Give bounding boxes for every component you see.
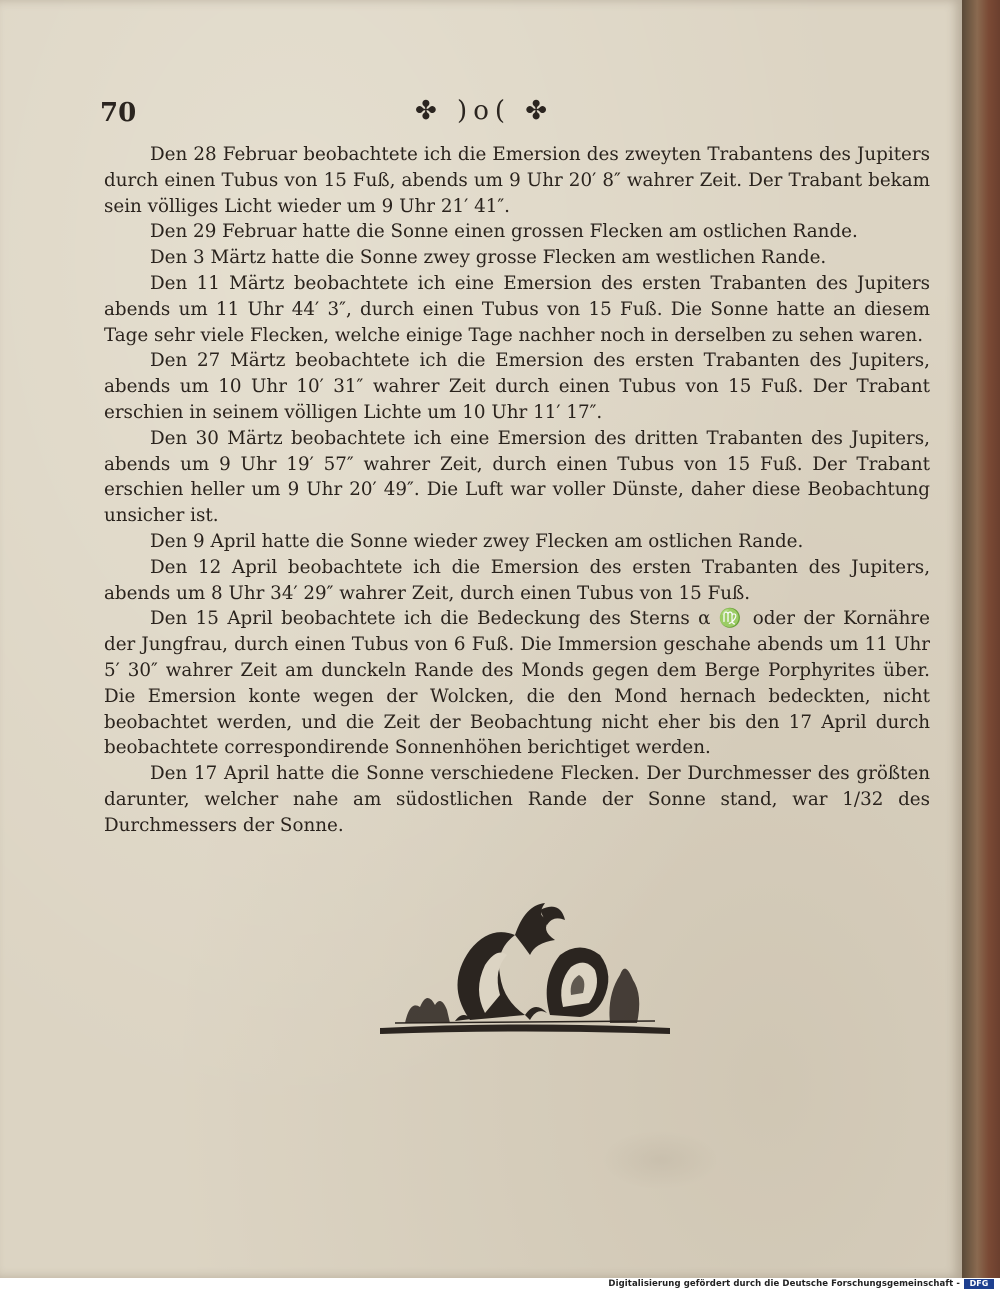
paragraph: Den 30 Märtz beobachtete ich eine Emersion des dritten Trabanten des Jupiters, abends um 9 Uhr 19′ 57″ wahrer Zeit, durch einen Tubus von 15 Fuß. Der Trabant erschien heller um 9 Uhr 20′ 49″. Die Luft war voller Dünste, daher diese Beobachtung unsicher ist. [104,427,930,527]
book-binding [962,0,1000,1278]
digitization-credit: Digitalisierung gefördert durch die Deutsche Forschungsgemeinschaft - [608,1279,960,1289]
paragraph: Den 17 April hatte die Sonne verschiedene Flecken. Der Durchmesser des größten darunter, welcher nahe am südostlichen Rande der Sonne stand, war 1/32 des Durchmessers der Sonne. [104,763,930,836]
page-number: 70 [100,98,137,128]
paragraph: Den 9 April hatte die Sonne wieder zwey Flecken am ostlichen Rande. [150,530,804,552]
paragraph: Den 15 April beobachtete ich die Bedeckung des Sterns α ♍ oder der Kornähre der Jungfrau, durch einen Tubus von 6 Fuß. Die Immersion geschahe abends um 11 Uhr 5′ 30″ wahrer Zeit am dunckeln Rande des Monds gegen dem Berge Porphyrites über. Die Emersion konte wegen der Wolcken, die den Mond hernach bedeckten, nicht beobachtet werden, und die Zeit der Beobachtung nicht eher bis den 17 April durch beobachtete correspondirende Sonnenhöhen berichtiget werden. [104,608,930,759]
paragraph: Den 3 Märtz hatte die Sonne zwey grosse Flecken am westlichen Rande. [150,247,827,269]
paragraph: Den 27 Märtz beobachtete ich die Emersion des ersten Trabanten des Jupiters, abends um 10 Uhr 10′ 31″ wahrer Zeit durch einen Tubus von 15 Fuß. Der Trabant erschien in seinem völligen Lichte um 10 Uhr 11′ 17″. [104,350,930,423]
rococo-vignette-icon [375,895,675,1040]
paragraph: Den 29 Februar hatte die Sonne einen grossen Flecken am ostlichen Rande. [150,221,858,243]
show-through-shadow [600,1130,720,1190]
paragraph: Den 28 Februar beobachtete ich die Emersion des zweyten Trabantens des Jupiters durch einen Tubus von 15 Fuß, abends um 9 Uhr 20′ 8″ wahrer Zeit. Der Trabant bekam sein völliges Licht wieder um 9 Uhr 21′ 41″. [104,144,930,217]
dfg-logo: DFG [964,1279,994,1289]
main-text [104,142,930,839]
paragraph: Den 11 Märtz beobachtete ich eine Emersion des ersten Trabanten des Jupiters abends um 11 Uhr 44′ 3″, durch einen Tubus von 15 Fuß. Die Sonne hatte an diesem Tage sehr viele Flecken, welche einige Tage nachher noch in derselben zu sehen waren. [104,272,930,346]
fleuron-ornament-icon: ✤ )o( ✤ [415,96,554,126]
paragraph: Den 12 April beobachtete ich die Emersion des ersten Trabanten des Jupiters, abends um 8 Uhr 34′ 29″ wahrer Zeit, durch einen Tubus von 15 Fuß. [104,556,930,604]
